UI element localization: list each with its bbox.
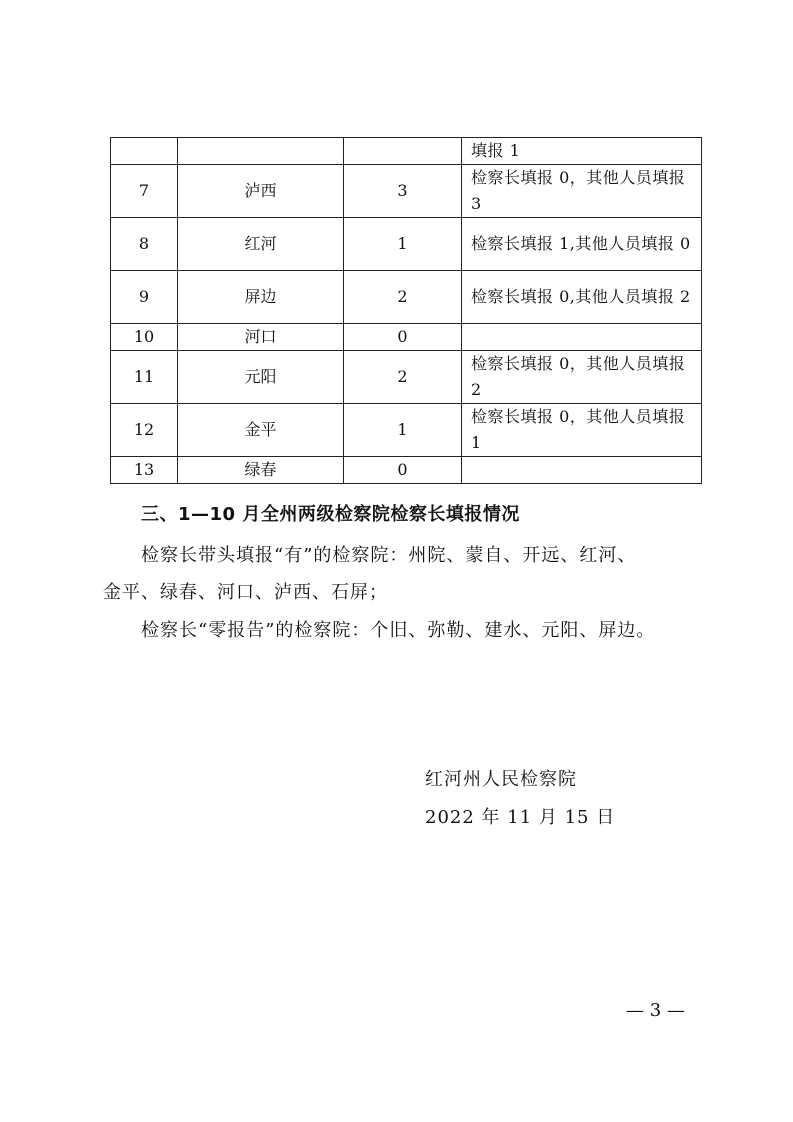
report-table-body bbox=[111, 138, 702, 484]
section-heading: 三、1—10 月全州两级检察院检察长填报情况 bbox=[141, 504, 520, 525]
cell-note: 填报 1 bbox=[462, 138, 702, 165]
cell-index: 11 bbox=[111, 351, 178, 404]
cell-index: 7 bbox=[111, 165, 178, 218]
table-row bbox=[111, 457, 702, 484]
cell-index: 9 bbox=[111, 271, 178, 324]
signature-date: 2022 年 11 月 15 日 bbox=[425, 807, 616, 828]
paragraph-leading-line1: 检察长带头填报“有”的检察院：州院、蒙自、开远、红河、 bbox=[141, 545, 637, 566]
cell-count: 1 bbox=[344, 218, 462, 271]
cell-procuratorate: 红河 bbox=[178, 218, 344, 271]
paragraph-leading-line2: 金平、绿春、河口、泸西、石屏； bbox=[103, 582, 388, 603]
cell-procuratorate: 泸西 bbox=[178, 165, 344, 218]
cell-count: 2 bbox=[344, 271, 462, 324]
cell-count: 1 bbox=[344, 404, 462, 457]
cell-count: 2 bbox=[344, 351, 462, 404]
table-row bbox=[111, 138, 702, 165]
cell-index: 13 bbox=[111, 457, 178, 484]
page-number: — 3 — bbox=[626, 1000, 685, 1021]
cell-index: 10 bbox=[111, 324, 178, 351]
cell-note: 检察长填报 0,其他人员填报 2 bbox=[462, 271, 702, 324]
cell-procuratorate: 绿春 bbox=[178, 457, 344, 484]
cell-procuratorate bbox=[178, 138, 344, 165]
table-row bbox=[111, 271, 702, 324]
cell-note bbox=[462, 324, 702, 351]
cell-note: 检察长填报 0，其他人员填报 3 bbox=[462, 165, 702, 218]
cell-count: 3 bbox=[344, 165, 462, 218]
paragraph-zero-report: 检察长“零报告”的检察院：个旧、弥勒、建水、元阳、屏边。 bbox=[141, 620, 656, 641]
cell-procuratorate: 河口 bbox=[178, 324, 344, 351]
cell-index: 12 bbox=[111, 404, 178, 457]
signature-organization: 红河州人民检察院 bbox=[425, 769, 577, 790]
cell-count: 0 bbox=[344, 457, 462, 484]
table-row bbox=[111, 165, 702, 218]
table-row bbox=[111, 404, 702, 457]
table-row bbox=[111, 351, 702, 404]
cell-index bbox=[111, 138, 178, 165]
cell-procuratorate: 屏边 bbox=[178, 271, 344, 324]
cell-procuratorate: 元阳 bbox=[178, 351, 344, 404]
table-row bbox=[111, 218, 702, 271]
table-row bbox=[111, 324, 702, 351]
cell-count: 0 bbox=[344, 324, 462, 351]
cell-note: 检察长填报 0，其他人员填报 2 bbox=[462, 351, 702, 404]
cell-count bbox=[344, 138, 462, 165]
report-table bbox=[110, 137, 702, 484]
cell-note bbox=[462, 457, 702, 484]
cell-note: 检察长填报 0，其他人员填报 1 bbox=[462, 404, 702, 457]
cell-procuratorate: 金平 bbox=[178, 404, 344, 457]
cell-note: 检察长填报 1,其他人员填报 0 bbox=[462, 218, 702, 271]
cell-index: 8 bbox=[111, 218, 178, 271]
